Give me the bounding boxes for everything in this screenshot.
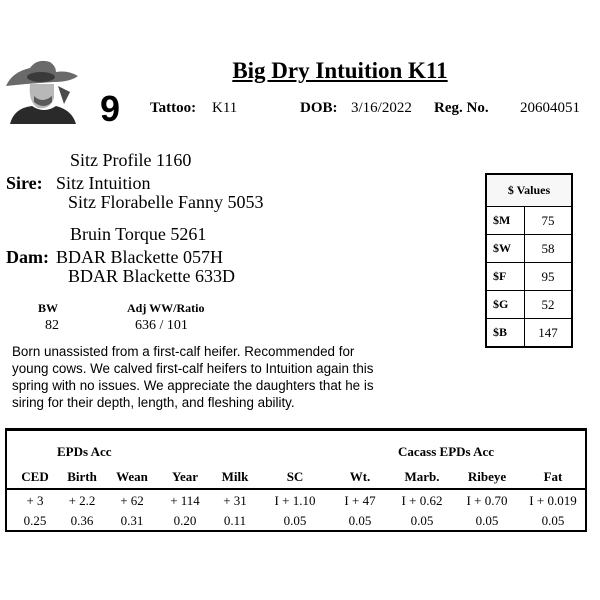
dob-label: DOB: (300, 100, 338, 116)
epd-accuracy: 0.31 (120, 513, 144, 528)
sire-label: Sire: (6, 173, 43, 193)
reg-no-value: 20604051 (520, 100, 580, 116)
dam-name: BDAR Blackette 057H (56, 247, 223, 267)
dollar-key: $M (486, 207, 525, 235)
epd-value: + 114 (170, 493, 200, 508)
bw-value: 82 (45, 318, 59, 333)
table-row (486, 291, 572, 319)
epd-column-header: Marb. (404, 469, 440, 484)
table-row (486, 207, 572, 235)
epd-column-header: Wt. (349, 469, 371, 484)
epd-value: + 2.2 (68, 493, 96, 508)
epd-accuracy: 0.05 (283, 513, 307, 528)
epd-accuracy: 0.05 (475, 513, 499, 528)
epd-column-header: Milk (221, 469, 249, 484)
dollar-value: 95 (525, 263, 573, 291)
animal-name-title: Big Dry Intuition K11 (232, 58, 448, 83)
dollar-value: 75 (525, 207, 573, 235)
epd-value: + 3 (26, 493, 44, 508)
description-text: Born unassisted from a first-calf heifer. Recommended for young cows. We calved first-calf heifers to Intuition again this spring with no issues. We appreciate the daughters that he is siring for their depth, length, and fleshing ability. (12, 344, 374, 410)
epd-accuracy: 0.05 (348, 513, 372, 528)
ww-ratio-label: Adj WW/Ratio (127, 301, 205, 315)
dam-sire: Bruin Torque 5261 (70, 224, 207, 244)
epd-column-header: CED (21, 469, 49, 484)
table-row (486, 263, 572, 291)
epd-value: I + 0.62 (401, 493, 443, 508)
epd-divider (7, 488, 585, 490)
epd-value: I + 0.019 (529, 493, 577, 508)
ww-ratio-value: 636 / 101 (135, 318, 188, 333)
dollar-values-title: $ Values (486, 174, 572, 207)
dollar-key: $F (486, 263, 525, 291)
epd-column-header: Ribeye (467, 469, 507, 484)
epd-column-header: Wean (116, 469, 148, 484)
carcass-epd-group-label: Cacass EPDs Acc (398, 444, 495, 459)
sire-sire: Sitz Profile 1160 (70, 150, 192, 170)
table-row (486, 235, 572, 263)
tattoo-value: K11 (212, 100, 238, 116)
dollar-values-table (485, 173, 573, 348)
epd-accuracy: 0.36 (70, 513, 94, 528)
epd-group-label: EPDs Acc (57, 444, 112, 459)
epd-accuracy: 0.05 (410, 513, 434, 528)
dob-value: 3/16/2022 (351, 100, 412, 116)
epd-column-header: Year (172, 469, 198, 484)
epd-column-header: Birth (67, 469, 97, 484)
dam-dam: BDAR Blackette 633D (68, 266, 235, 286)
epd-column-header: SC (286, 469, 304, 484)
epd-accuracy: 0.11 (223, 513, 247, 528)
epd-value: I + 0.70 (466, 493, 508, 508)
dollar-key: $W (486, 235, 525, 263)
bw-label: BW (38, 301, 59, 315)
dollar-value: 147 (525, 319, 573, 348)
epd-value: + 31 (223, 493, 247, 508)
epd-accuracy: 0.25 (23, 513, 47, 528)
table-row (486, 319, 572, 348)
epd-column-header: Fat (543, 469, 563, 484)
dollar-key: $B (486, 319, 525, 348)
epd-accuracy: 0.20 (173, 513, 197, 528)
epd-value: + 62 (120, 493, 144, 508)
dollar-value: 58 (525, 235, 573, 263)
lot-number: 9 (100, 88, 121, 129)
sire-dam: Sitz Florabelle Fanny 5053 (68, 192, 264, 212)
epd-accuracy: 0.05 (541, 513, 565, 528)
dollar-key: $G (486, 291, 525, 319)
dam-label: Dam: (6, 247, 49, 267)
epd-value: I + 47 (344, 493, 376, 508)
tattoo-label: Tattoo: (150, 100, 197, 116)
reg-no-label: Reg. No. (434, 100, 489, 116)
sire-name: Sitz Intuition (56, 173, 151, 193)
dollar-value: 52 (525, 291, 573, 319)
epd-value: I + 1.10 (274, 493, 316, 508)
